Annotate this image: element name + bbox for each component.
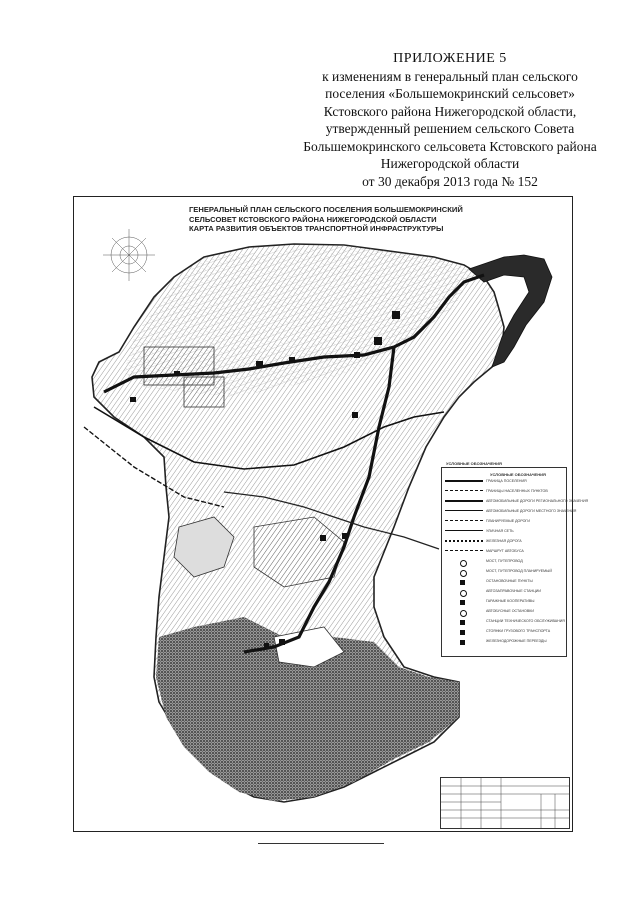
map-title-line: КАРТА РАЗВИТИЯ ОБЪЕКТОВ ТРАНСПОРТНОЙ ИНФРАСТРУКТУРЫ [189, 224, 444, 233]
compass-rose-icon [103, 229, 155, 281]
legend-symbol [445, 530, 483, 536]
legend-item: АВТОЗАПРАВОЧНЫЕ СТАНЦИИ [486, 589, 541, 593]
map-legend [441, 461, 589, 657]
legend-item: УЛИЧНАЯ СЕТЬ [486, 529, 514, 533]
legend-item: АВТОБУСНЫЕ ОСТАНОВКИ [486, 609, 534, 613]
legend-item: МОСТ, ПУТЕПРОВОД [486, 559, 523, 563]
legend-title: УСЛОВНЫЕ ОБОЗНАЧЕНИЯ [446, 461, 502, 466]
appendix-header [300, 50, 600, 190]
legend-symbol [445, 540, 483, 547]
legend-symbol [445, 510, 483, 516]
appendix-title: ПРИЛОЖЕНИЕ 5 [393, 51, 507, 66]
map-title-line: ГЕНЕРАЛЬНЫЙ ПЛАН СЕЛЬСКОГО ПОСЕЛЕНИЯ БОЛЬШЕМОКРИНСКИЙ [189, 205, 463, 214]
legend-item: ГАРАЖНЫЕ КООПЕРАТИВЫ [486, 599, 535, 603]
legend-symbol [445, 480, 483, 487]
header-line: от 30 декабря 2013 года № 152 [362, 173, 538, 189]
legend-symbol [445, 550, 483, 556]
header-line: поселения «Большемокринский сельсовет» [325, 86, 575, 101]
legend-item: АВТОМОБИЛЬНЫЕ ДОРОГИ РЕГИОНАЛЬНОГО ЗНАЧЕНИЯ [486, 499, 589, 503]
legend-symbol [460, 590, 467, 597]
legend-item: ЖЕЛЕЗНОДОРОЖНЫЕ ПЕРЕЕЗДЫ [486, 639, 547, 643]
legend-item: ГРАНИЦЫ НАСЕЛЕННЫХ ПУНКТОВ [486, 489, 548, 493]
legend-item: ОСТАНОВОЧНЫЕ ПУНКТЫ [486, 579, 533, 583]
legend-symbol [460, 580, 465, 585]
legend-symbol [445, 520, 483, 526]
map-sheet [73, 196, 589, 832]
header-line: к изменениям в генеральный план сельского [322, 68, 578, 84]
header-line: утвержденный решением сельского Совета [325, 121, 575, 136]
legend-symbol [460, 610, 467, 617]
legend-item: МАРШРУТ АВТОБУСА [486, 549, 524, 553]
header-line: Большемокринского сельсовета Кстовского района [303, 138, 597, 154]
legend-item: ЖЕЛЕЗНАЯ ДОРОГА [486, 539, 522, 543]
legend-symbol [460, 630, 465, 635]
map-title-line: СЕЛЬСОВЕТ КСТОВСКОГО РАЙОНА НИЖЕГОРОДСКОЙ ОБЛАСТИ [189, 214, 437, 224]
legend-item: ПЛАНИРУЕМЫЕ ДОРОГИ [486, 519, 530, 523]
legend-item: МОСТ, ПУТЕПРОВОД ПЛАНИРУЕМЫЙ [486, 569, 552, 573]
legend-symbol [460, 640, 465, 645]
header-line: Кстовского района Нижегородской области, [323, 103, 577, 119]
title-block-stamp [440, 777, 570, 829]
legend-symbol [460, 620, 465, 625]
legend-item: АВТОМОБИЛЬНЫЕ ДОРОГИ МЕСТНОГО ЗНАЧЕНИЯ [486, 509, 577, 513]
header-line: Нижегородской области [380, 156, 520, 171]
legend-symbol [460, 570, 467, 577]
legend-symbol [445, 490, 483, 496]
legend-item: СТОЯНКИ ГРУЗОВОГО ТРАНСПОРТА [486, 629, 551, 633]
legend-symbol [445, 500, 483, 507]
legend-symbol [460, 560, 467, 567]
legend-item: СТАНЦИИ ТЕХНИЧЕСКОГО ОБСЛУЖИВАНИЯ [486, 619, 565, 623]
legend-header: УСЛОВНЫЕ ОБОЗНАЧЕНИЯ [490, 472, 546, 477]
signature-line [258, 843, 384, 844]
legend-symbol [460, 600, 465, 605]
legend-item: ГРАНИЦА ПОСЕЛЕНИЯ [486, 479, 527, 483]
